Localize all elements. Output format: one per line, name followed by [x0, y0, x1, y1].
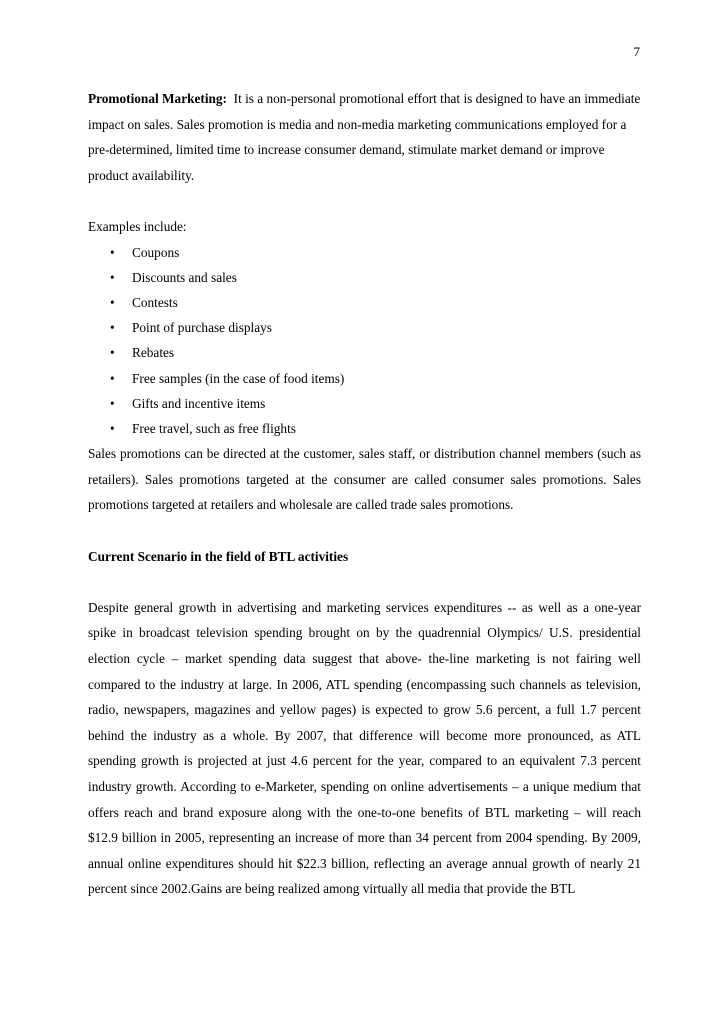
- list-item-text: Gifts and incentive items: [132, 395, 266, 411]
- list-item-text: Rebates: [132, 345, 175, 361]
- list-item: [88, 265, 641, 290]
- list-item-text: Free samples (in the case of food items): [132, 370, 345, 386]
- list-item: [88, 366, 641, 391]
- examples-intro: Examples include:: [88, 218, 187, 234]
- bullet-icon: •: [110, 294, 115, 310]
- spacer: [88, 518, 641, 544]
- promotional-marketing-heading: Promotional Marketing:: [88, 91, 227, 106]
- bullet-icon: •: [110, 244, 115, 260]
- section-heading: Current Scenario in the field of BTL activities: [88, 548, 349, 564]
- scenario-paragraph: Despite general growth in advertising and marketing services expenditures -- as well as a one-year spike in broadcast television spending brought on by the quadrennial Olympics/ U.S. presidential election cycle – market spending data suggest that above- the-line marketing is not fairing well compared to the industry at large. In 2006, ATL spending (encompassing such channels as television, radio, newspapers, magazines and yellow pages) is expected to grow 5.6 percent, a full 1.7 percent behind the industry as a whole. By 2007, that difference will become more pronounced, as ATL spending growth is projected at just 4.6 percent for the year, compared to an equivalent 7.3 percent industry growth. According to e-Marketer, spending on online advertisements – a unique medium that offers reach and brand exposure along with the one-to-one benefits of BTL marketing – will reach $12.9 billion in 2005, representing an increase of more than 34 percent from 2004 spending. By 2009, annual online expenditures should hit $22.3 billion, reflecting an average annual growth of nearly 21 percent since 2002.Gains are being realized among virtually all media that provide the BTL: [88, 599, 641, 897]
- page-number: 7: [633, 44, 640, 59]
- bullet-icon: •: [110, 345, 115, 361]
- list-item-text: Point of purchase displays: [132, 320, 272, 336]
- page-content: [88, 86, 641, 902]
- spacer: [88, 188, 641, 214]
- bullet-icon: •: [110, 370, 115, 386]
- promotional-marketing-body: It is a non-personal promotional effort that is designed to have an immediate impact on sales. Sales promotion is media and non-media marketing communications employed for a pre-determined, limited time to increase consumer demand, stimulate market demand or improve product availability.: [88, 91, 641, 183]
- bullet-icon: •: [110, 395, 115, 411]
- list-item-text: Coupons: [132, 244, 180, 260]
- list-item-text: Free travel, such as free flights: [132, 420, 296, 436]
- bullet-icon: •: [110, 320, 115, 336]
- list-item-text: Contests: [132, 294, 178, 310]
- list-item: [88, 315, 641, 340]
- bullet-icon: •: [110, 420, 115, 436]
- list-item: [88, 416, 641, 441]
- list-item: [88, 340, 641, 365]
- bullet-icon: •: [110, 269, 115, 285]
- list-item: [88, 290, 641, 315]
- promotional-marketing-paragraph: [88, 86, 641, 188]
- examples-list: [88, 240, 641, 442]
- spacer: [88, 569, 641, 595]
- list-item: [88, 240, 641, 265]
- list-item-text: Discounts and sales: [132, 269, 237, 285]
- list-item: [88, 391, 641, 416]
- sales-promotions-paragraph: Sales promotions can be directed at the customer, sales staff, or distribution channel members (such as retailers). Sales promotions targeted at the consumer are called consumer sales promotions. Sales promotions targeted at retailers and wholesale are called trade sales promotions.: [88, 446, 641, 513]
